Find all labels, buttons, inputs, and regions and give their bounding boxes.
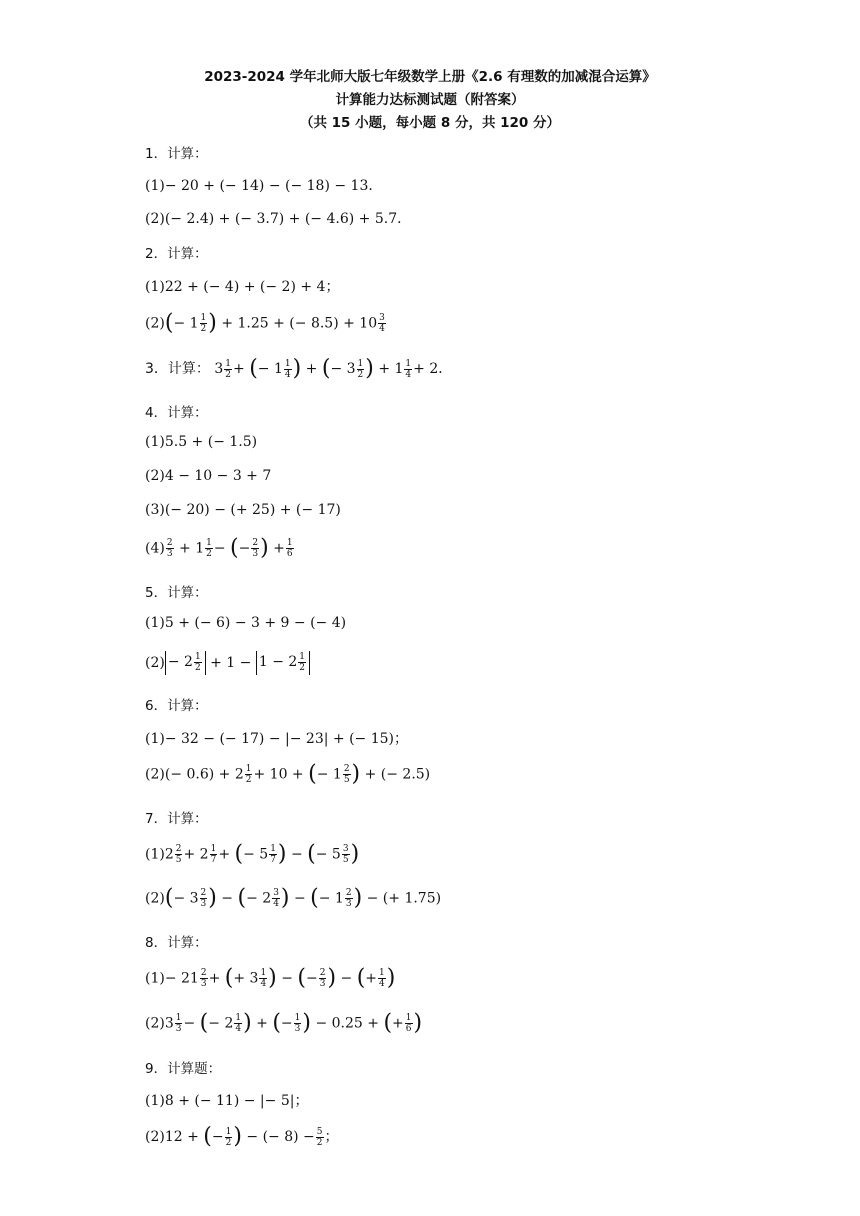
document-header [0,66,860,135]
problem-6-part-1: (1)− 32 − (− 17) − |− 23| + (− 15)； [145,731,409,747]
problem-5-part-2: (2) − 2 $\frac{1}{2}$ + 1 − 1 − 2 $\frac{1}{2}$ [145,651,310,675]
problem-3-stem: 3．计算： [145,361,210,377]
problem-7-part-1: (1)2 $\frac{2}{5}$ + 2 $\frac{1}{7}$ + (− 5 $\frac{1}{7}$ ) − (− 5 $\frac{3}{5}$ ) [145,841,360,867]
document-note: （共 15 小题，每小题 8 分，共 120 分） [299,115,561,131]
problem-4-stem: 4．计算： [145,405,208,421]
problem-6-stem: 6．计算： [145,698,208,714]
problem-7-stem: 7．计算： [145,811,208,827]
problem-3: 3．计算： 3 $\frac{1}{2}$ + (− 1 $\frac{1}{4}$ ) + (− 3 $\frac{1}{2}$ ) + 1 $\frac{1}{4}$ + 2． [145,356,453,381]
problem-5-stem: 5．计算： [145,585,208,601]
problem-5-part-1: (1)5 + (− 6) − 3 + 9 − (− 4) [145,615,347,631]
problem-9-part-2: (2)12 + (− $\frac{1}{2}$ ) − (− 8) − $\frac{5}{2}$ ； [145,1124,339,1149]
problem-2-stem: 2．计算： [145,246,208,262]
problem-4-part-2: (2)4 − 10 − 3 + 7 [145,468,272,484]
problem-2-part-1: (1)22 + (− 4) + (− 2) + 4； [145,279,340,295]
problem-2-part-2: (2)(− 1 $\frac{1}{2}$ ) + 1.25 + (− 8.5) + 10 $\frac{3}{4}$ [145,310,385,336]
problem-4-part-3: (3)(− 20) − (+ 25) + (− 17) [145,502,341,518]
document-subtitle: 计算能力达标测试题（附答案） [335,92,525,108]
problem-1-part-2: (2)(− 2.4) + (− 3.7) + (− 4.6) + 5.7． [145,211,412,227]
problem-4-part-1: (1)5.5 + (− 1.5) [145,434,258,450]
problem-7-part-2: (2)(− 3 $\frac{2}{3}$ ) − (− 2 $\frac{3}{4}$ ) − (− 1 $\frac{2}{3}$ ) − (+ 1.75) [145,885,442,911]
problem-4-part-4: (4) $\frac{2}{3}$ + 1 $\frac{1}{2}$ − (− $\frac{2}{3}$ ) + $\frac{1}{6}$ [145,535,293,561]
document-title: 2023-2024 学年北师大版七年级数学上册《2.6 有理数的加减混合运算》 [204,69,656,85]
problem-8-stem: 8．计算： [145,935,208,951]
problem-8-part-2: (2)3 $\frac{1}{3}$ − (− 2 $\frac{1}{4}$ ) + (− $\frac{1}{3}$ ) − 0.25 + (+ $\frac{1}{6}$ ) [145,1010,423,1036]
problem-8-part-1: (1)− 21 $\frac{2}{3}$ + (+ 3 $\frac{1}{4}$ ) − (− $\frac{2}{3}$ ) − (+ $\frac{1}{4}$ ) [145,965,396,991]
problem-1-part-1: (1)− 20 + (− 14) − (− 18) − 13． [145,178,383,194]
problem-1-stem: 1．计算： [145,146,208,162]
problem-9-part-1: (1)8 + (− 11) − |− 5|； [145,1093,309,1109]
problem-6-part-2: (2)(− 0.6) + 2 $\frac{1}{2}$ + 10 + (− 1 $\frac{2}{5}$ ) + (− 2.5) [145,761,431,787]
problem-9-stem: 9．计算题： [145,1061,222,1077]
